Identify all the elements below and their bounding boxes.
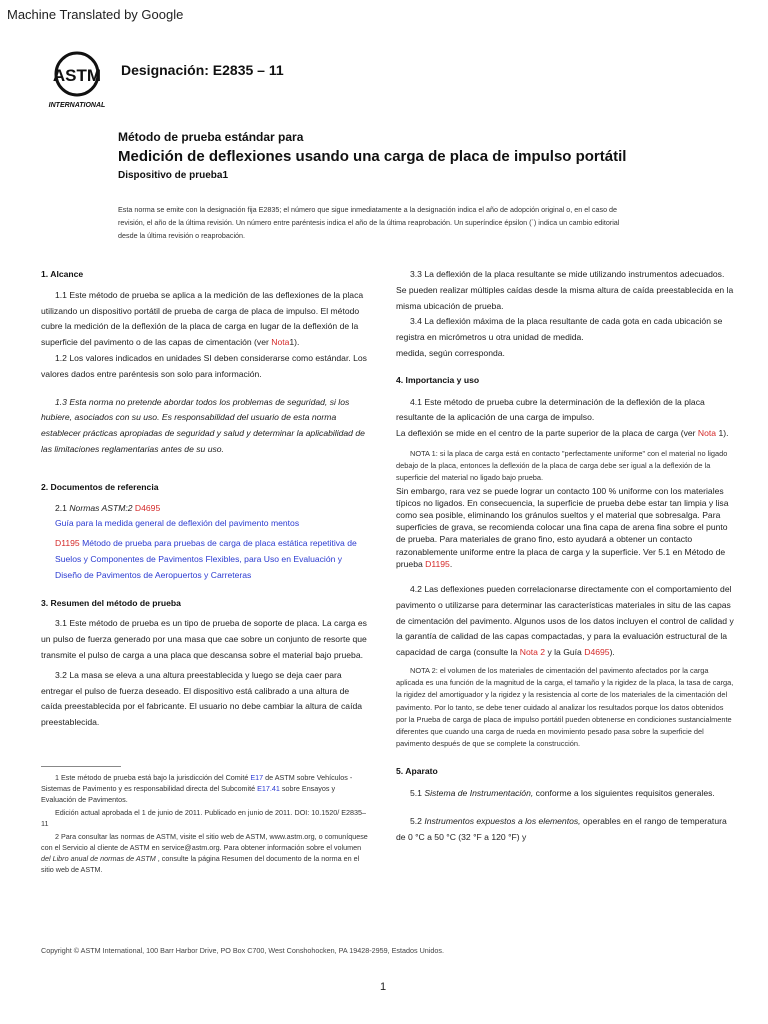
note-1-continued-text: Sin embargo, rara vez se puede lograr un contacto 100 % uniforme con los materiales típicos no ligados. En consecuencia, la superficie de prueba debe estar tan limpia y lisa como sea posible, eliminando los gránulos sueltos y el material que sobresalga. Para superficies de grava, se recomienda colocar una fina capa de arena fina sobre el punto de prueba. Para materiales de grano fino, esto ayudará a obtener un contacto razonablemente uniforme entre la placa de carga y la superficie. Ver 5.1 en Método de prueba bbox=[396, 485, 729, 569]
paragraph-5-1-text: conforme a los siguientes requisitos generales. bbox=[533, 788, 715, 799]
note-2-link[interactable]: Nota 2 bbox=[519, 647, 546, 658]
reference-d1195-code[interactable]: D1195 bbox=[55, 538, 80, 549]
paragraph-5-2-text: operables en el rango de temperatura de 0 °C a 50 °C (32 °F a 120 °F) y bbox=[396, 816, 727, 842]
section-4-heading: 4. Importancia y uso bbox=[396, 374, 480, 385]
page-number: 1 bbox=[380, 981, 387, 993]
reference-d1195-title[interactable]: Método de prueba para pruebas de carga de placa estática repetitiva de Suelos y Componentes de Pavimentos Flexibles, para Uso en Evaluación y Diseño de Pavimentos de Aeropuertos y Carreteras bbox=[55, 538, 357, 580]
document-subtitle: Dispositivo de prueba1 bbox=[118, 170, 229, 181]
reference-d1195 bbox=[41, 536, 371, 583]
paragraph-4-2-end: ). bbox=[609, 647, 615, 658]
footnote-divider bbox=[41, 766, 121, 767]
paragraph-2-1-number: 2.1 bbox=[55, 502, 70, 513]
footnote-2-text-a: 2 Para consultar las normas de ASTM, visite el sitio web de ASTM, www.astm.org, o comuníquese con el Servicio al cliente de ASTM en service@astm.org. Para obtener información sobre el volumen bbox=[41, 832, 368, 852]
document-title: Medición de deflexiones usando una carga de placa de impulso portátil bbox=[118, 148, 627, 165]
paragraph-1-3: 1.3 Esta norma no pretende abordar todos los problemas de seguridad, si los hubiere, asociados con su uso. Es responsabilidad del usuario de esta norma establecer prácticas apropiadas de seguridad y salud y determinar la aplicabilidad de las limitaciones reglamentarias antes de su uso. bbox=[41, 396, 365, 454]
right-column bbox=[396, 267, 736, 846]
paragraph-4-1: 4.1 Este método de prueba cubre la determinación de la deflexión de la placa resultante de la aplicación de una carga de impulso. bbox=[396, 396, 705, 423]
paragraph-4-2 bbox=[396, 582, 736, 661]
logo-mark-text: ASTM bbox=[52, 66, 102, 85]
paragraph-4-1-end: 1). bbox=[716, 428, 729, 439]
subcommittee-e17-41-link[interactable]: E17.41 bbox=[257, 784, 280, 793]
note-1-link-2[interactable]: Nota bbox=[697, 428, 717, 439]
astm-logo-icon bbox=[40, 50, 114, 110]
designation: Designación: E2835 – 11 bbox=[121, 62, 284, 78]
method-heading: Método de prueba estándar para bbox=[118, 130, 304, 144]
paragraph-5-2-term: Instrumentos expuestos a los elementos, bbox=[424, 816, 581, 826]
section-1-heading: 1. Alcance bbox=[41, 269, 84, 279]
paragraph-2-1 bbox=[41, 501, 371, 517]
paragraph-5-2 bbox=[396, 814, 736, 846]
footnote-2 bbox=[41, 831, 371, 875]
footnote-2-text-b: , consulte la página Resumen del documento de la norma en el sitio web de ASTM. bbox=[41, 854, 360, 874]
footnotes bbox=[41, 772, 371, 877]
footnote-1-text-b: de ASTM sobre Vehículos - Sistemas de Pavimento y es responsabilidad directa del Subcomité bbox=[41, 773, 353, 793]
paragraph-3-2: 3.2 La masa se eleva a una altura preestablecida y luego se deja caer para entregar el pulso de fuerza deseado. El dispositivo está calibrado a una altura de caída preestablecida por el fabricante. El usuario no debe cambiar la altura de caída preestablecida. bbox=[41, 669, 363, 728]
reference-d4695-code[interactable]: D4695 bbox=[134, 502, 161, 513]
paragraph-5-1-term: Sistema de Instrumentación, bbox=[424, 788, 534, 799]
paragraph-3-4: 3.4 La deflexión máxima de la placa resultante de cada gota en cada ubicación se registra en micrómetros u otra unidad de medida. bbox=[396, 316, 723, 343]
note-1-link[interactable]: Nota bbox=[271, 337, 290, 348]
guide-d4695-link[interactable]: D4695 bbox=[584, 647, 610, 658]
committee-e17-link[interactable]: E17 bbox=[250, 773, 264, 782]
paragraph-1-2: 1.2 Los valores indicados en unidades SI deben considerarse como estándar. Los valores dados entre paréntesis son solo para información. bbox=[41, 352, 367, 379]
paragraph-3-1: 3.1 Este método de prueba es un tipo de prueba de soporte de placa. La carga es un pulso de fuerza generado por una masa que cae sobre un conjunto de resorte que transmite el pulso de carga a una placa que descansa sobre el material bajo prueba. bbox=[41, 618, 367, 660]
section-3-heading: 3. Resumen del método de prueba bbox=[41, 597, 181, 608]
paragraph-3-4-continued: medida, según corresponda. bbox=[396, 347, 505, 358]
paragraph-4-1-continued bbox=[396, 426, 736, 442]
section-2-heading: 2. Documentos de referencia bbox=[41, 481, 159, 492]
astm-standards-label: Normas ASTM:2 bbox=[69, 502, 135, 513]
paragraph-4-2-mid: y la Guía bbox=[545, 647, 585, 658]
paragraph-1-1-text: 1.1 Este método de prueba se aplica a la medición de las deflexiones de la placa utilizando un dispositivo portátil de prueba de carga de placa de impulso. El método cubre la medición de la deflexión de la placa de carga en lugar de la deflexión de la superficie del pavimento o de las capas de cimentación (ver bbox=[41, 289, 364, 348]
machine-translation-banner: Machine Translated by Google bbox=[7, 7, 184, 22]
logo-caption: INTERNATIONAL bbox=[48, 102, 106, 109]
footnote-edition: Edición actual aprobada el 1 de junio de 2011. Publicado en junio de 2011. DOI: 10.1520/ E2835–11 bbox=[41, 808, 367, 828]
note-1-continued bbox=[396, 485, 736, 570]
note-1: NOTA 1: si la placa de carga está en contacto "perfectamente uniforme" con el material no ligado debajo de la placa, entonces la deflexión de la placa de carga debe ser igual a la deflexión de la superficie del material no ligado bajo prueba. bbox=[396, 448, 728, 483]
paragraph-1-1 bbox=[41, 288, 371, 351]
paragraph-4-2-text: 4.2 Las deflexiones pueden correlacionarse directamente con el comportamiento del pavimento o utilizarse para determinar las características materiales in situ de las capas de cimentación del pavimento. Algunos usos de los datos incluyen el control de calidad y la garantía de calidad de las capas compactadas, y para la evaluación estructural de la capacidad de carga (consulte la bbox=[396, 584, 734, 658]
footnote-1-text-c: sobre Ensayos y Evaluación de Pavimentos. bbox=[41, 784, 336, 804]
copyright-notice: Copyright © ASTM International, 100 Barr Harbor Drive, PO Box C700, West Conshohocken, PA 19428-2959, Estados Unidos. bbox=[41, 946, 444, 955]
paragraph-5-1-number: 5.1 bbox=[410, 788, 425, 799]
paragraph-4-1-text: La deflexión se mide en el centro de la parte superior de la placa de carga (ver bbox=[396, 428, 698, 439]
paragraph-3-3: 3.3 La deflexión de la placa resultante se mide utilizando instrumentos adecuados. Se pueden realizar múltiples caídas desde la misma altura de caída preestablecida en la misma ubicación de prueba. bbox=[396, 269, 734, 311]
paragraph-5-2-number: 5.2 bbox=[410, 816, 425, 826]
section-5-heading: 5. Aparato bbox=[396, 766, 438, 777]
footnote-1-text-a: 1 Este método de prueba está bajo la jurisdicción del Comité bbox=[55, 773, 251, 782]
paragraph-5-1 bbox=[396, 786, 736, 802]
left-column bbox=[41, 267, 371, 731]
note-2: NOTA 2: el volumen de los materiales de cimentación del pavimento afectados por la carga aplicada es una función de la magnitud de la carga, el tamaño y la rigidez de la placa, la tasa de carga, la rigidez del amortiguador y la rigidez y la resistencia al corte de los materiales de la cimentación del pavimento. Por lo tanto, se debe tener cuidado al analizar los resultados porque los datos obtenidos por la Prueba de carga de placa de impulso portátil pueden obtenerse en condiciones sustancialmente diferentes que cuando una carga de rueda en movimiento pesado pasa sobre la superficie del pavimento después de que se complete la construcción. bbox=[396, 665, 734, 749]
reference-d4695-title[interactable]: Guía para la medida general de deflexión del pavimento mentos bbox=[55, 518, 300, 529]
standard-notice: Esta norma se emite con la designación fija E2835; el número que sigue inmediatamente a la designación indica el año de adopción original o, en el caso de revisión, el año de la última revisión. Un número entre paréntesis indica el año de la última reaprobación. Un superíndice épsilon (´) indica un cambio editorial desde la última revisión o reaprobación. bbox=[118, 205, 620, 240]
paragraph-1-1-end: 1). bbox=[289, 337, 300, 348]
note-1-continued-end: . bbox=[449, 558, 453, 569]
footnote-1 bbox=[41, 772, 371, 805]
reference-d1195-link[interactable]: D1195 bbox=[425, 558, 450, 569]
footnote-2-book-title: del Libro anual de normas de ASTM bbox=[41, 854, 156, 863]
